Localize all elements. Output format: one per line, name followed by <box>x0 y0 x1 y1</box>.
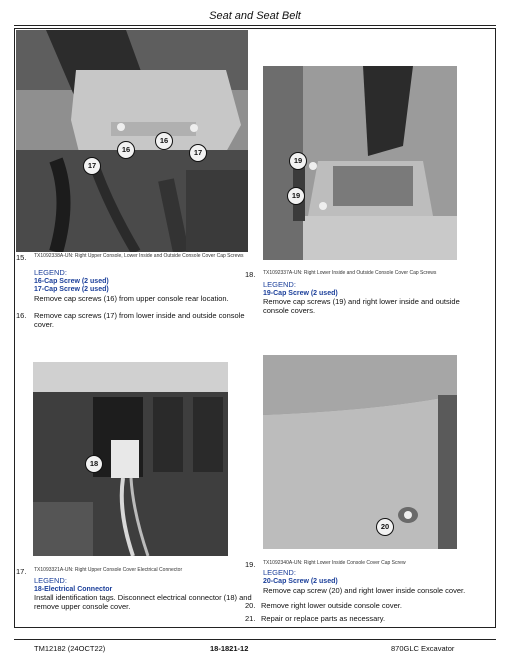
step-text: Remove cap screw (20) and right lower inside console cover. <box>263 586 466 595</box>
callout-16-right: 16 <box>155 132 173 150</box>
step-number: 18. <box>245 270 256 279</box>
step-text: Repair or replace parts as necessary. <box>261 614 386 623</box>
footer-doc-id: TM12182 (24OCT22) <box>34 644 106 653</box>
footer-machine-model: 870GLC Excavator <box>391 644 455 653</box>
legend-title: LEGEND: <box>263 568 296 577</box>
figure-caption: TX1092337A-UN: Right Lower Inside and Outside Console Cover Cap Screws <box>263 270 437 276</box>
photo-upper-console-electrical-connector <box>33 362 228 556</box>
legend-title: LEGEND: <box>34 576 67 585</box>
step-19 <box>245 560 485 596</box>
step-16 <box>16 311 248 333</box>
step-15 <box>16 253 248 313</box>
callout-16-left: 16 <box>117 141 135 159</box>
callout-17-left: 17 <box>83 157 101 175</box>
legend-item: 20-Cap Screw (2 used) <box>263 578 338 585</box>
legend-item: 18-Electrical Connector <box>34 586 113 593</box>
callout-19-upper: 19 <box>289 152 307 170</box>
step-text: Install identification tags. Disconnect electrical connector (18) and remove upper console cover. <box>34 593 252 611</box>
step-text: Remove cap screws (16) from upper console rear location. <box>34 294 229 303</box>
header-rule <box>14 25 496 26</box>
step-text: Remove cap screws (17) from lower inside and outside console cover. <box>34 311 245 329</box>
figure-caption: TX1093321A-UN: Right Upper Console Cover Electrical Connector <box>34 567 183 573</box>
footer-rule <box>14 639 496 640</box>
step-number: 17. <box>16 567 27 576</box>
legend-title: LEGEND: <box>263 280 296 289</box>
callout-17-right: 17 <box>189 144 207 162</box>
figure-caption: TX1092338A-UN: Right Upper Console, Lower Inside and Outside Console Cover Cap Screws <box>34 253 244 259</box>
callout-19-lower: 19 <box>287 187 305 205</box>
step-number: 15. <box>16 253 27 262</box>
step-18 <box>245 270 485 320</box>
step-number: 16. <box>16 311 27 320</box>
legend-title: LEGEND: <box>34 268 67 277</box>
step-number: 19. <box>245 560 256 569</box>
legend-item: 16-Cap Screw (2 used) <box>34 278 109 285</box>
figure-caption: TX1092340A-UN: Right Lower Inside Console Cover Cap Screw <box>263 560 406 566</box>
photo-lower-inside-console-cap-screw <box>263 355 457 549</box>
step-20 <box>245 601 475 610</box>
legend-item: 17-Cap Screw (2 used) <box>34 286 109 293</box>
photo-upper-console-cap-screws <box>16 30 248 252</box>
step-number: 20. <box>245 601 256 610</box>
step-21 <box>245 614 475 623</box>
step-text: Remove cap screws (19) and right lower inside and outside console covers. <box>263 297 460 315</box>
legend-item: 19-Cap Screw (2 used) <box>263 290 338 297</box>
step-number: 21. <box>245 614 256 623</box>
footer-page-number: 18-1821-12 <box>210 644 249 653</box>
step-text: Remove right lower outside console cover. <box>261 601 402 610</box>
callout-18: 18 <box>85 455 103 473</box>
page-header-title: Seat and Seat Belt <box>209 10 301 22</box>
callout-20: 20 <box>376 518 394 536</box>
